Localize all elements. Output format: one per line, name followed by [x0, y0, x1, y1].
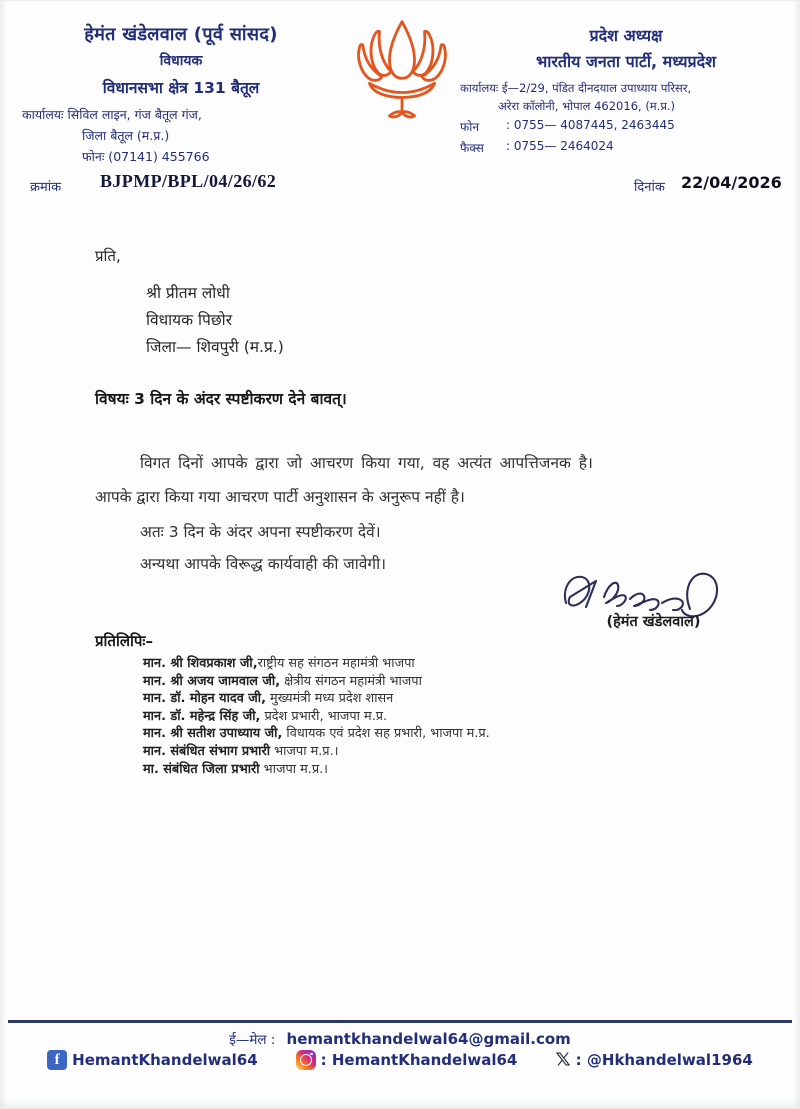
x-icon: 𝕏 [555, 1049, 571, 1071]
party-phone-label: फोन [460, 120, 480, 134]
x-group [555, 1049, 752, 1071]
footer-divider [8, 1020, 792, 1023]
party-phone-value: : 0755— 4087445, 2463445 [506, 118, 675, 132]
recipient-district: जिला— शिवपुरी (म.प्र.) [146, 338, 284, 356]
copies-item: मान. डॉ. महेन्द्र सिंह जी, प्रदेश प्रभारी, भाजपा म.प्र. [143, 708, 388, 724]
copies-list [143, 655, 490, 778]
party-name: भारतीय जनता पार्टी, मध्यप्रदेश [535, 52, 717, 71]
facebook-handle: HemantKhandelwal64 [72, 1051, 258, 1069]
sender-phone: फोनः (07141) 455766 [82, 149, 210, 164]
copies-heading: प्रतिलिपिः– [95, 632, 153, 650]
sender-office-line1: कार्यालयः सिविल लाइन, गंज बैतूल गंज, [22, 107, 202, 122]
sender-office-line2: जिला बैतूल (म.प्र.) [82, 128, 170, 143]
email-label: ई—मेल : [229, 1032, 276, 1048]
sender-title: विधायक [159, 53, 203, 69]
x-handle: : @Hkhandelwal1964 [575, 1051, 753, 1069]
instagram-handle: : HemantKhandelwal64 [320, 1051, 518, 1069]
copies-item: मान. श्री सतीश उपाध्याय जी, विधायक एवं प्रदेश सह प्रभारी, भाजपा म.प्र. [143, 726, 490, 742]
date-value: 22/04/2026 [681, 173, 782, 192]
recipient-block [146, 280, 284, 361]
serial-number: BJPMP/BPL/04/26/62 [100, 171, 277, 191]
footer-email-row [0, 1029, 800, 1048]
recipient-designation: विधायक पिछोर [146, 311, 233, 329]
letterhead-left [22, 22, 340, 165]
body-paragraph2: अतः 3 दिन के अंदर अपना स्पष्टीकरण देवें। [140, 523, 381, 541]
recipient-name: श्री प्रीतम लोधी [146, 284, 230, 302]
footer-social-row [0, 1049, 800, 1071]
party-office-line1: कार्यालयः ई—2/29, पंडित दीनदयाल उपाध्याय परिसर, [460, 81, 692, 95]
sender-constituency: विधानसभा क्षेत्र 131 बैतूल [102, 79, 260, 97]
date-label: दिनांक [634, 180, 665, 195]
party-post: प्रदेश अध्यक्ष [589, 26, 663, 45]
letterhead-right [460, 24, 792, 156]
copies-item: मान. डॉ. मोहन यादव जी, मुख्यमंत्री मध्य प्रदेश शासन [143, 691, 394, 707]
party-fax-row [460, 139, 792, 156]
recipient-salutation: प्रति, [95, 247, 121, 265]
facebook-group [47, 1050, 257, 1070]
email-address: hemantkhandelwal64@gmail.com [286, 1030, 571, 1048]
party-fax-label: फैक्स [460, 141, 484, 155]
party-phone-row [460, 118, 792, 135]
body-paragraph3: अन्यथा आपके विरूद्ध कार्यवाही की जावेगी। [140, 555, 387, 573]
party-fax-value: : 0755— 2464024 [506, 139, 614, 153]
party-office-line2: अरेरा कॉलोनी, भोपाल 462016, (म.प्र.) [498, 99, 676, 113]
copies-item: मा. संबंधित जिला प्रभारी भाजपा म.प्र.। [143, 761, 329, 777]
copies-item: मान. संबंधित संभाग प्रभारी भाजपा म.प्र.। [143, 743, 339, 759]
copies-item: मान. श्री अजय जामवाल जी, क्षेत्रीय संगठन महामंत्री भाजपा [143, 673, 422, 689]
copies-item: मान. श्री शिवप्रकाश जी,राष्ट्रीय सह संगठन महामंत्री भाजपा [143, 656, 415, 671]
facebook-icon: f [47, 1050, 67, 1070]
bjp-lotus-logo-icon [352, 12, 452, 128]
signatory-name: (हेमंत खंडेलवाल) [606, 614, 701, 630]
body-paragraph1-line2: आपके द्वारा किया गया आचरण पार्टी अनुशासन के अनुरूप नहीं है। [95, 488, 465, 506]
instagram-group [296, 1050, 518, 1070]
body-paragraph1-line1: विगत दिनों आपके द्वारा जो आचरण किया गया, वह अत्यंत आपत्तिजनक है। [140, 454, 593, 472]
subject-line: विषयः 3 दिन के अंदर स्पष्टीकरण देने बावत्। [95, 390, 347, 408]
instagram-icon [296, 1050, 316, 1070]
serial-label: क्रमांक [30, 180, 62, 195]
sender-name: हेमंत खंडेलवाल (पूर्व सांसद) [84, 24, 278, 45]
